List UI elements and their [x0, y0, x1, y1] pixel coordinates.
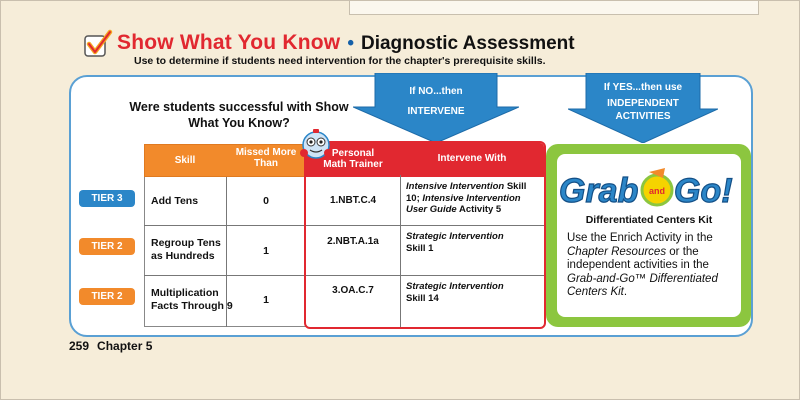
kit-desc-1: Use the Enrich Activity in the: [567, 232, 713, 244]
kit-desc-4: Grab-and-Go™ Differentiated Centers Kit: [567, 272, 718, 298]
header-missed-line1: Missed More: [235, 147, 297, 158]
independent-arrow-label: [568, 81, 718, 123]
independent-arrow-line1: If YES...then use: [603, 82, 683, 93]
header-skill: Skill: [174, 155, 196, 166]
page-footer: [69, 339, 152, 353]
intervene-row-2-part2: Skill 1: [406, 242, 434, 254]
intervene-row-1-part3: Intensive Intervention User Guide: [406, 192, 521, 215]
intervene-arrow-line2: INTERVENE: [407, 106, 465, 117]
intervene-row-2: [406, 231, 542, 254]
kit-desc-5: .: [623, 286, 628, 298]
missed-row-1: 0: [263, 195, 269, 207]
trainer-row-1: 1.NBT.C.4: [329, 195, 377, 206]
intervene-row-2-part1: Strategic Intervention: [406, 231, 504, 242]
title-diagnostic: Diagnostic Assessment: [360, 33, 575, 54]
tier-badge-row-3: TIER 2: [79, 288, 135, 305]
skill-row-3-line2: Facts Through 9: [151, 300, 233, 312]
skill-row-2-line1: Regroup Tens: [151, 237, 221, 249]
trainer-row-3: 3.OA.C.7: [332, 285, 374, 296]
page-title: [117, 31, 575, 55]
header-intervene: Intervene With: [437, 153, 507, 164]
question-text: Were students successful with Show What You Know?: [129, 100, 349, 130]
chapter-label: Chapter 5: [97, 339, 153, 353]
top-page-tab: [349, 1, 759, 15]
missed-row-3: 1: [263, 294, 269, 306]
trainer-row-2: 2.NBT.A.1a: [327, 236, 379, 247]
intervene-row-1-part4: Activity 5: [456, 204, 502, 215]
col-divider: [400, 175, 401, 327]
page-number: 259: [69, 339, 90, 353]
skill-row-1: Add Tens: [151, 195, 199, 207]
missed-row-2: 1: [263, 245, 269, 257]
row-divider: [306, 225, 544, 226]
row-divider: [306, 275, 544, 276]
kit-desc-3: or the independent activities in the: [567, 245, 709, 271]
kit-desc-2: Chapter Resources: [567, 245, 667, 258]
intervene-arrow-line1: If NO...then: [409, 86, 463, 97]
skill-row-2-line2: as Hundreds: [151, 250, 215, 262]
intervene-row-1-part1: Intensive Intervention: [406, 181, 505, 192]
row-divider: [144, 225, 306, 226]
header-trainer-line2: Math Trainer: [323, 159, 383, 170]
logo-word-grab: Grab: [559, 172, 639, 210]
kit-description: [567, 232, 737, 300]
tier-badge-row-2: TIER 2: [79, 238, 135, 255]
intervene-arrow-label: [353, 85, 519, 118]
row-divider: [144, 275, 306, 276]
logo-word-go: Go!: [674, 172, 733, 210]
tier-badge-row-1: TIER 3: [79, 190, 135, 207]
intervene-row-1-part2: Skill 10;: [406, 181, 527, 204]
independent-arrow-line3: ACTIVITIES: [615, 111, 671, 122]
skill-row-2: [151, 237, 221, 263]
intervene-row-3-part1: Strategic Intervention: [406, 281, 504, 292]
header-trainer-line1: Personal: [331, 148, 375, 159]
checkmark-icon: [83, 29, 113, 59]
page-description: Use to determine if students need intervention for the chapter's prerequisite skills.: [134, 55, 546, 67]
intervene-row-3-part2: Skill 14: [406, 292, 439, 304]
header-missed-line2: Than: [254, 158, 278, 169]
grab-and-go-logo: [553, 166, 743, 212]
title-main: Show What You Know: [117, 31, 341, 54]
skill-row-3-line1: Multiplication: [151, 287, 219, 299]
header-missed: [226, 147, 306, 169]
kit-title: Differentiated Centers Kit: [585, 214, 713, 226]
logo-word-and: and: [648, 186, 666, 196]
independent-arrow-line2: INDEPENDENT: [607, 98, 679, 109]
intervene-row-3: [406, 281, 542, 304]
skill-row-3: [151, 287, 233, 313]
title-separator: •: [347, 33, 354, 54]
intervene-row-1: [406, 181, 542, 216]
math-trainer-mascot-icon: [295, 125, 337, 163]
